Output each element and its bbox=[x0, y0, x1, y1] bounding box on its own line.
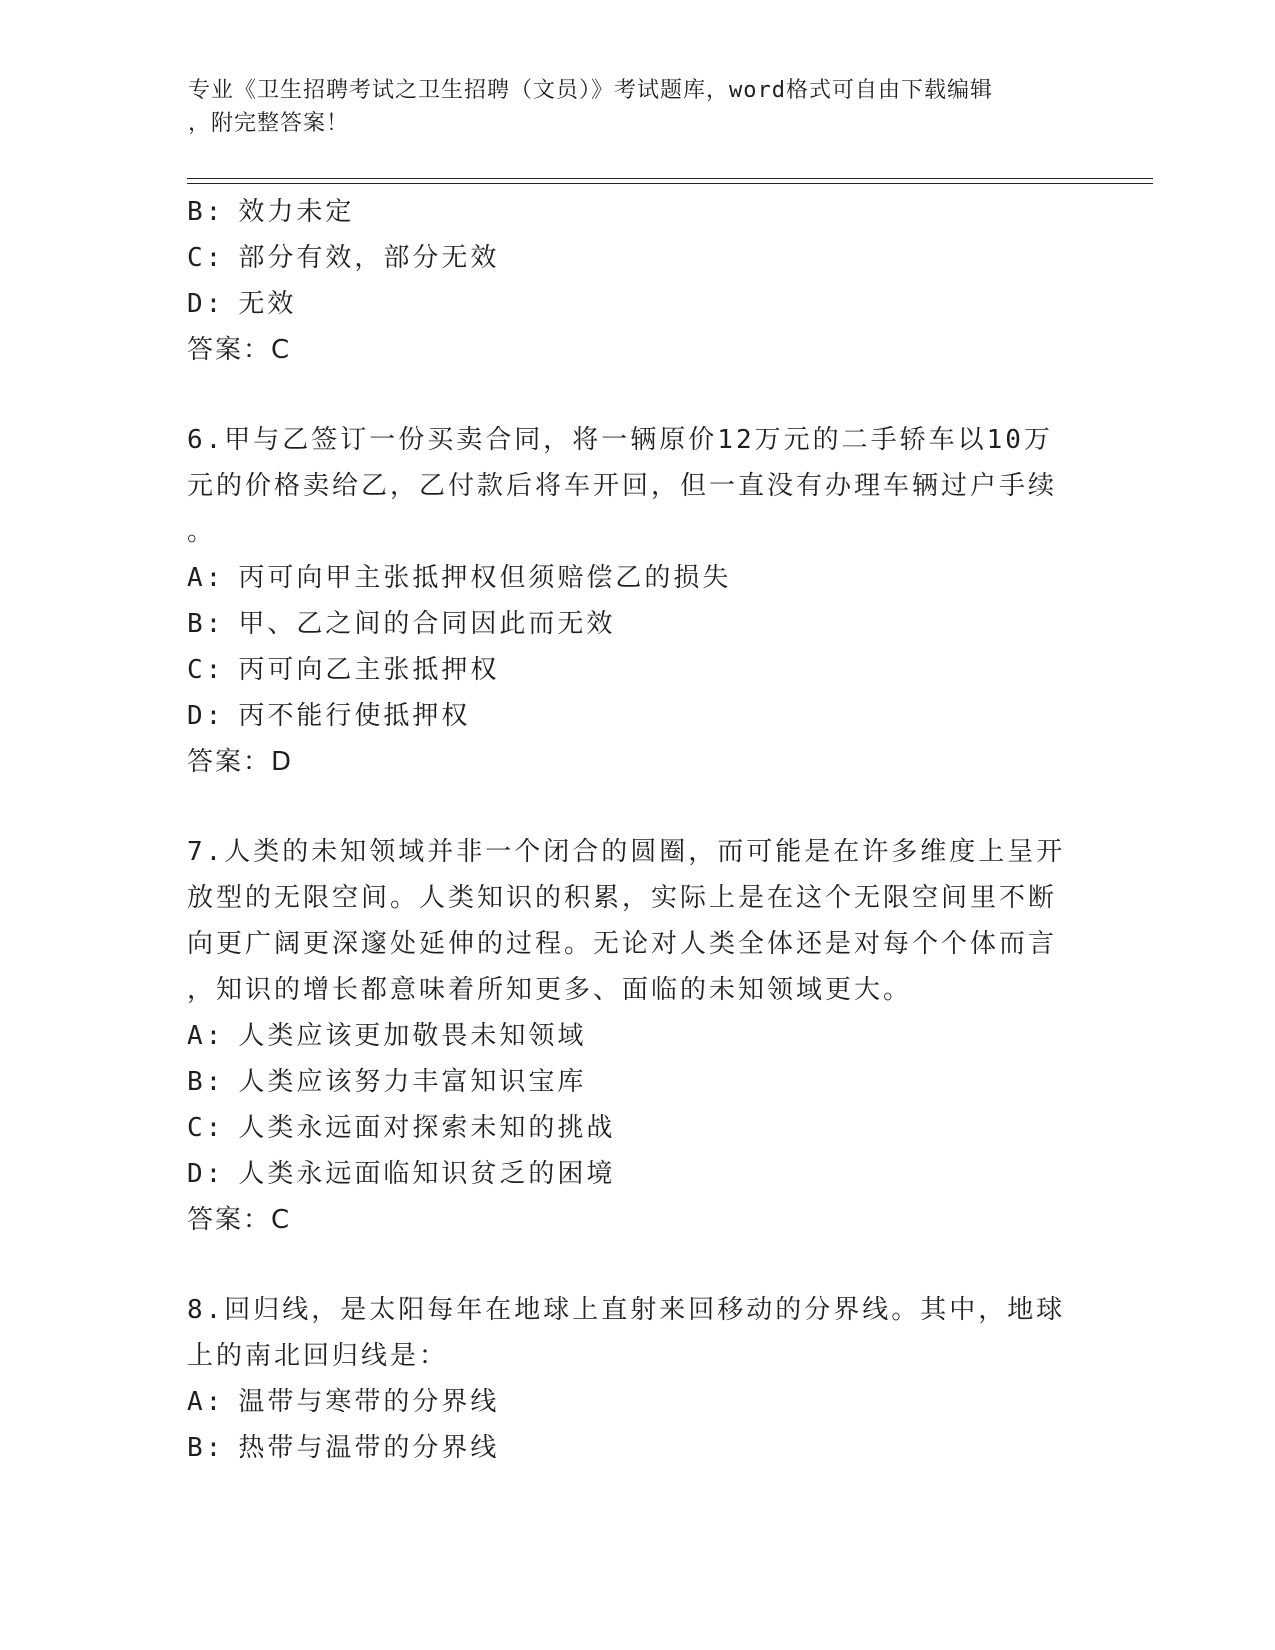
option-text: 无效 bbox=[238, 289, 297, 319]
option-c bbox=[187, 1105, 1067, 1151]
stem-line: 向更广阔更深邃处延伸的过程。无论对人类全体还是对每个个体而言 bbox=[187, 929, 1058, 959]
stem-line: 7.人类的未知领域并非一个闭合的圆圈，而可能是在许多维度上呈开 bbox=[187, 837, 1066, 867]
document-header bbox=[188, 74, 1088, 140]
option-a bbox=[187, 1379, 1067, 1425]
question-stem bbox=[187, 1287, 1067, 1379]
option-a bbox=[187, 555, 1067, 601]
option-d bbox=[187, 1151, 1067, 1197]
stem-line: ，知识的增长都意味着所知更多、面临的未知领域更大。 bbox=[187, 975, 913, 1005]
option-text: 人类应该更加敬畏未知领域 bbox=[238, 1021, 587, 1051]
option-label: C: bbox=[187, 1113, 225, 1143]
option-b bbox=[187, 1425, 1067, 1471]
option-label: B: bbox=[187, 1433, 225, 1463]
option-label: B: bbox=[187, 609, 225, 639]
question-list bbox=[187, 189, 1067, 1471]
option-text: 甲、乙之间的合同因此而无效 bbox=[238, 609, 616, 639]
stem-line: 放型的无限空间。人类知识的积累，实际上是在这个无限空间里不断 bbox=[187, 883, 1058, 913]
option-text: 温带与寒带的分界线 bbox=[238, 1387, 500, 1417]
question-stem bbox=[187, 417, 1067, 555]
stem-line: 元的价格卖给乙，乙付款后将车开回，但一直没有办理车辆过户手续 bbox=[187, 471, 1058, 501]
option-label: D: bbox=[187, 289, 225, 319]
option-c bbox=[187, 235, 1067, 281]
option-d bbox=[187, 281, 1067, 327]
stem-line: 8.回归线，是太阳每年在地球上直射来回移动的分界线。其中，地球 bbox=[187, 1295, 1066, 1325]
option-text: 丙可向甲主张抵押权但须赔偿乙的损失 bbox=[238, 563, 732, 593]
option-label: C: bbox=[187, 655, 225, 685]
stem-line: 上的南北回归线是： bbox=[187, 1341, 449, 1371]
option-label: B: bbox=[187, 1067, 225, 1097]
option-label: A: bbox=[187, 563, 225, 593]
header-divider-bottom bbox=[187, 183, 1153, 184]
option-text: 效力未定 bbox=[238, 197, 355, 227]
header-divider-top bbox=[187, 178, 1153, 179]
option-text: 人类永远面对探索未知的挑战 bbox=[238, 1113, 616, 1143]
stem-line: 。 bbox=[187, 517, 217, 547]
option-label: D: bbox=[187, 1159, 225, 1189]
header-line-2: ，附完整答案！ bbox=[188, 111, 350, 136]
answer-line: 答案：C bbox=[187, 335, 292, 365]
option-text: 热带与温带的分界线 bbox=[238, 1433, 500, 1463]
question-7 bbox=[187, 829, 1067, 1243]
option-c bbox=[187, 647, 1067, 693]
stem-line: 6.甲与乙签订一份买卖合同，将一辆原价12万元的二手轿车以10万 bbox=[187, 425, 1053, 455]
option-a bbox=[187, 1013, 1067, 1059]
option-label: A: bbox=[187, 1021, 225, 1051]
option-b bbox=[187, 1059, 1067, 1105]
option-label: B: bbox=[187, 197, 225, 227]
option-label: A: bbox=[187, 1387, 225, 1417]
question-6 bbox=[187, 417, 1067, 785]
header-line-1: 专业《卫生招聘考试之卫生招聘（文员）》考试题库，word格式可自由下载编辑 bbox=[188, 78, 993, 103]
question-5-continued bbox=[187, 189, 1067, 373]
option-text: 人类应该努力丰富知识宝库 bbox=[238, 1067, 587, 1097]
option-text: 部分有效，部分无效 bbox=[238, 243, 500, 273]
option-label: D: bbox=[187, 701, 225, 731]
answer-line: 答案：C bbox=[187, 1205, 292, 1235]
option-b bbox=[187, 189, 1067, 235]
option-label: C: bbox=[187, 243, 225, 273]
option-text: 人类永远面临知识贫乏的困境 bbox=[238, 1159, 616, 1189]
answer-line: 答案：D bbox=[187, 747, 294, 777]
option-text: 丙可向乙主张抵押权 bbox=[238, 655, 500, 685]
question-stem bbox=[187, 829, 1067, 1013]
option-text: 丙不能行使抵押权 bbox=[238, 701, 471, 731]
option-b bbox=[187, 601, 1067, 647]
option-d bbox=[187, 693, 1067, 739]
question-8 bbox=[187, 1287, 1067, 1471]
